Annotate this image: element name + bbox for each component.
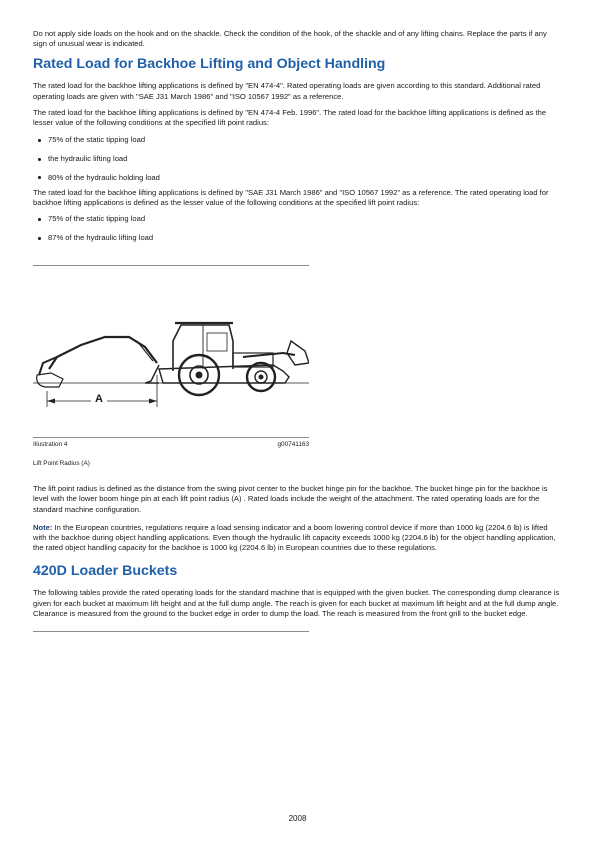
- backhoe-boom: [49, 337, 157, 369]
- backhoe-bucket: [37, 373, 63, 387]
- intro-paragraph: Do not apply side loads on the hook and on the shackle. Check the condition of the hook, of the shackle and of any lifting chains. Replace the parts if any sign of unusual wear is indicated.: [33, 29, 547, 49]
- section-title-rated-load: Rated Load for Backhoe Lifting and Object Handling: [33, 56, 386, 73]
- list-item: 75% of the static tipping load: [33, 135, 561, 145]
- paragraph-sae-iso: The rated load for the backhoe lifting applications is defined by "SAE J31 March 1986" and "ISO 10567 1992" as a reference. The rated operating load for backhoe lifting applications is defined as the lesser value of the following conditions at the specified lift point radius:: [33, 187, 549, 208]
- paragraph-en474: The rated load for the backhoe lifting applications is defined by "EN 474-4". Rated operating loads are given according to this standard. Additional rated operating loads are given with "SAE J31 March 1986" and "ISO 10567 1992" as a reference.: [33, 81, 541, 101]
- document-page: [33, 29, 561, 632]
- illustration-number: Illustration 4: [33, 441, 68, 449]
- loader-bucket: [287, 341, 309, 365]
- note-text: In the European countries, regulations require a load sensing indicator and a boom lowering control device if more than 1000 kg (2204.6 lb) is lifted with the backhoe during object handling applications. Even though the hydraulic lift capacity exceeds 1000 kg (2204.6 lb) for the object handling application, the rated object handling capacity for the backhoe is 1000 kg (2204.6 lb) in European countries due to these regulations.: [33, 522, 556, 553]
- backhoe-loader-drawing: [33, 311, 309, 431]
- cab-window: [207, 333, 227, 351]
- dimension-arrow-left: [47, 399, 55, 404]
- note-paragraph: [33, 523, 561, 554]
- paragraph-en474-feb1996: The rated load for the backhoe lifting applications is defined by "EN 474-4 Feb. 1996". The rated load for the backhoe lifting applications is defined as the lesser value of the following conditions at the specified lift point radius:: [33, 107, 547, 128]
- list-item: 80% of the hydraulic holding load: [33, 173, 561, 183]
- conditions-list-en474: [33, 135, 561, 183]
- list-item: the hydraulic lifting load: [33, 154, 561, 164]
- figure-bottom-rule: [33, 437, 309, 438]
- page-number: 2008: [288, 814, 307, 823]
- figure-top-rule: [33, 265, 309, 266]
- note-label: Note:: [33, 522, 53, 532]
- paragraph-lift-point-radius: The lift point radius is defined as the distance from the swing pivot center to the bucket hinge pin for the backhoe. The bucket hinge pin for the backhoe is level with the lower boom hinge pin at each lift point radius (A) . Rated loads include the weight of the attachment. The rated operating loads are for the standard machine configuration.: [33, 484, 548, 514]
- section-title-loader-buckets: 420D Loader Buckets: [33, 563, 178, 580]
- list-item: 87% of the hydraulic lifting load: [33, 233, 561, 243]
- dimension-arrow-right: [149, 399, 157, 404]
- illustration-code: g00741163: [277, 441, 309, 449]
- conditions-list-sae-iso: [33, 214, 561, 243]
- lift-point-radius-illustration: [33, 311, 309, 431]
- dimension-label-a: A: [91, 393, 107, 405]
- figure-caption: Lift Point Radius (A): [33, 460, 90, 468]
- illustration-caption-row: [33, 441, 309, 449]
- list-item: 75% of the static tipping load: [33, 214, 561, 224]
- table-top-rule: [33, 631, 309, 632]
- paragraph-loader-buckets: The following tables provide the rated operating loads for the standard machine that is equipped with the given bucket. The corresponding dump clearance is given for each bucket at maximum lift height and at the full dump angle. The reach is given for each bucket at maximum lift height and at the full dump angle. Clearance is measured from the ground to the bucket edge in order to dump the load. The reach is measured from the front grill to the bucket edge.: [33, 588, 560, 618]
